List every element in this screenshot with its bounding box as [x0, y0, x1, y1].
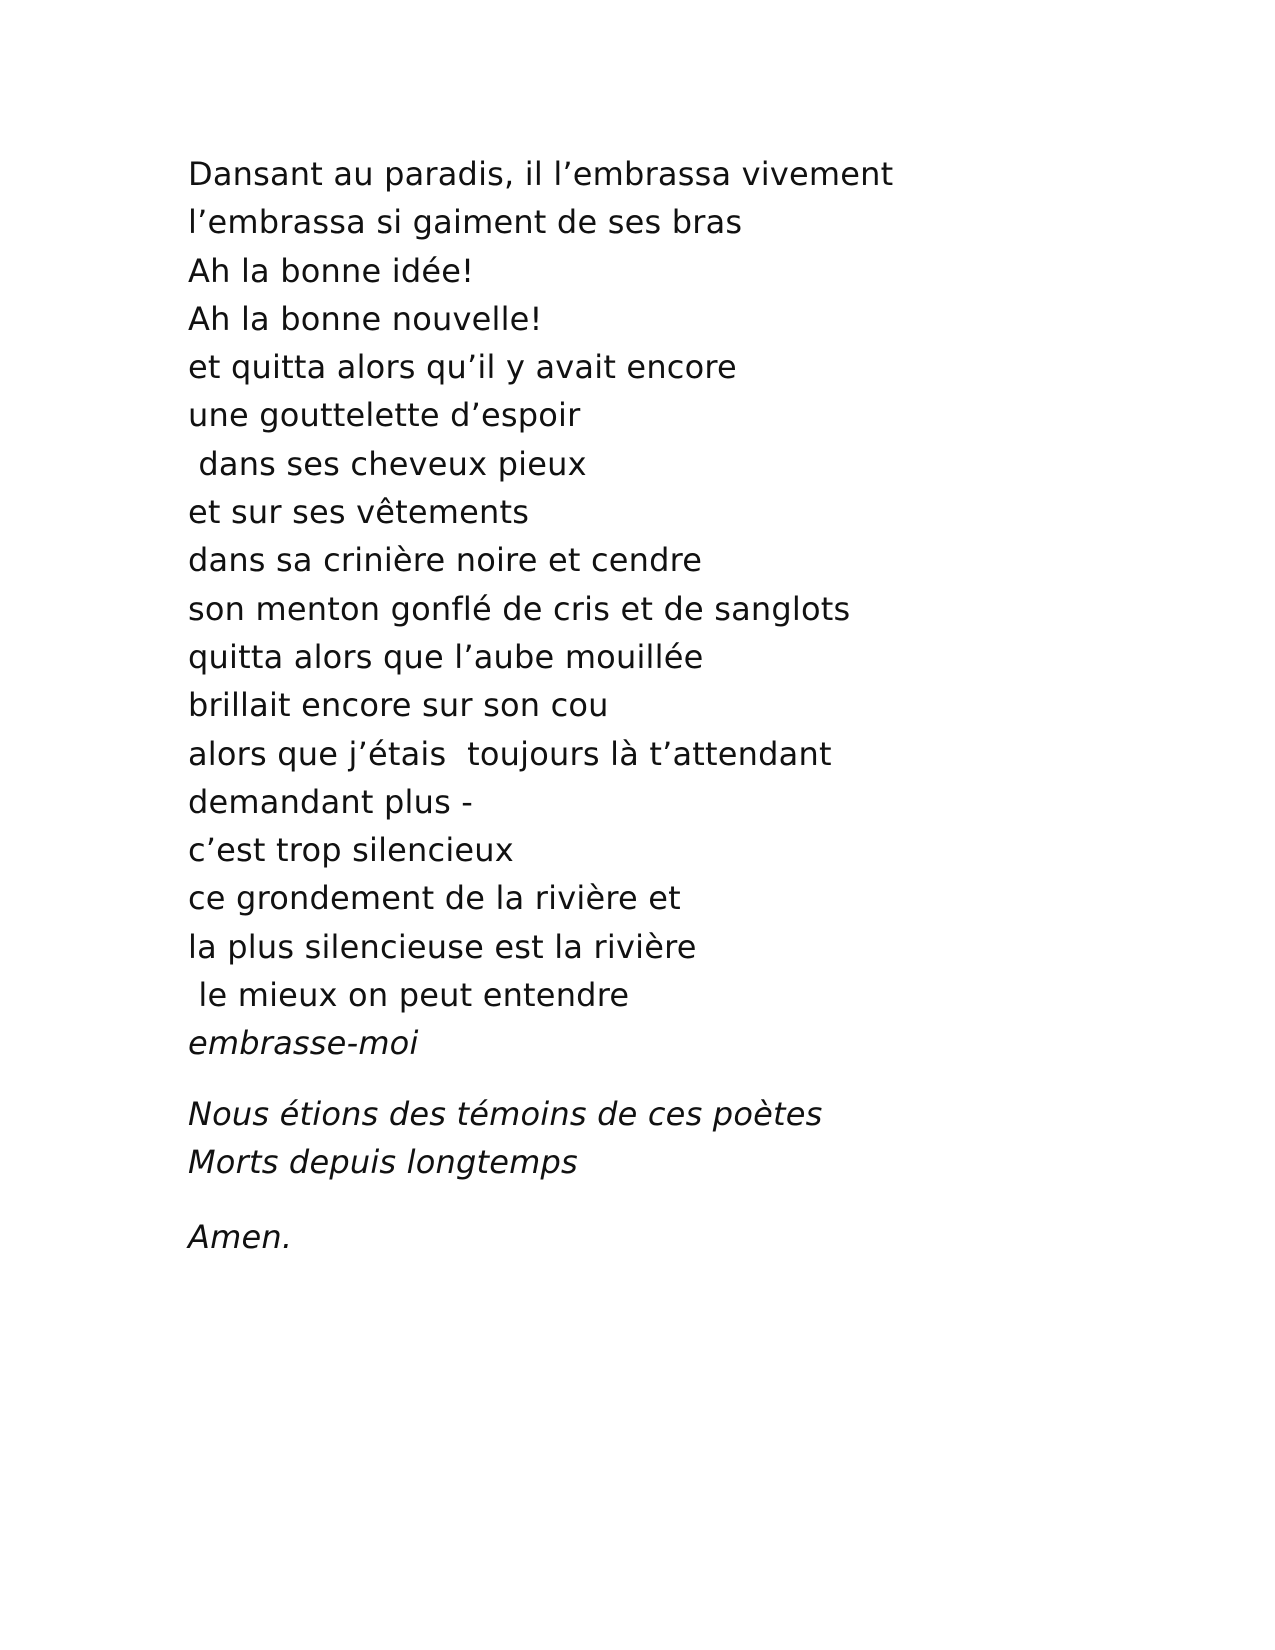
poem: [188, 150, 1188, 1262]
poem-line: et sur ses vêtements: [188, 493, 530, 532]
poem-line: Ah la bonne idée!: [188, 251, 475, 290]
poem-line: quitta alors que l’aube mouillée: [188, 637, 704, 676]
poem-line: le mieux on peut entendre: [188, 976, 630, 1015]
poem-line: dans sa crinière noire et cendre: [188, 541, 703, 580]
poem-line-italic: Nous étions des témoins de ces poètes: [188, 1094, 823, 1133]
poem-line: ce grondement de la rivière et: [188, 879, 681, 918]
poem-line: Dansant au paradis, il l’embrassa vivement: [188, 155, 894, 193]
poem-line-italic: embrasse-moi: [188, 1024, 419, 1063]
poem-line: son menton gonflé de cris et de sanglots: [188, 589, 851, 628]
poem-line: une gouttelette d’espoir: [188, 396, 581, 435]
poem-line: dans ses cheveux pieux: [188, 444, 587, 483]
stanza-2: [188, 1090, 1188, 1187]
poem-line: l’embrassa si gaiment de ses bras: [188, 203, 743, 242]
poem-line-italic: Morts depuis longtemps: [188, 1142, 578, 1181]
poem-closing-line: Amen.: [188, 1218, 293, 1257]
poem-line: brillait encore sur son cou: [188, 686, 609, 725]
poem-line: la plus silencieuse est la rivière: [188, 927, 697, 966]
poem-line: c’est trop silencieux: [188, 831, 514, 870]
poem-line: et quitta alors qu’il y avait encore: [188, 348, 737, 387]
stanza-3: [188, 1213, 1188, 1261]
poem-line: alors que j’étais toujours là t’attendant: [188, 734, 832, 773]
poem-line: Ah la bonne nouvelle!: [188, 299, 543, 338]
stanza-1: [188, 150, 1188, 1068]
poem-line: demandant plus -: [188, 782, 474, 821]
